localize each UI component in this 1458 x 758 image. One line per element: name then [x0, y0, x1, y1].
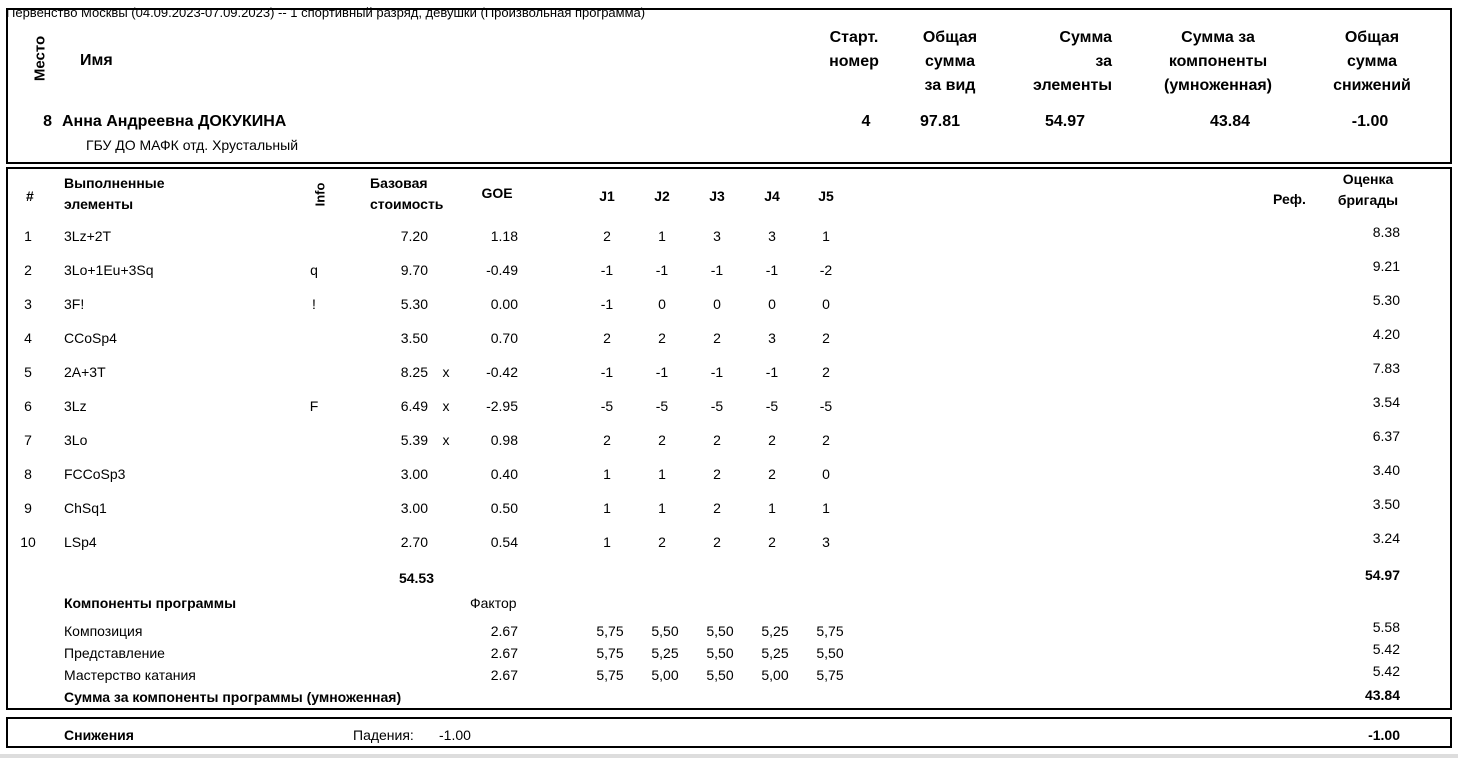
- judge-score: 2: [768, 534, 776, 550]
- judge-score: 0: [822, 296, 830, 312]
- judge-score: 1: [603, 534, 611, 550]
- base-value: 3.00: [400, 500, 428, 516]
- place-header: Место: [31, 35, 49, 82]
- judge-score: 1: [768, 500, 776, 516]
- j1-header: J1: [599, 188, 615, 204]
- total-score: 97.81: [919, 113, 961, 130]
- base-header: Базовая стоимость: [370, 175, 444, 212]
- j3-header: J3: [709, 188, 725, 204]
- row-number: 8: [24, 466, 32, 482]
- row-number: 6: [24, 398, 32, 414]
- judge-score: 1: [822, 500, 830, 516]
- element-code: 3Lz+2T: [64, 228, 112, 244]
- component-judge-score: 5,75: [596, 667, 624, 683]
- judge-score: 2: [603, 432, 611, 448]
- component-judge-score: 5,50: [706, 623, 734, 639]
- falls-value: -1.00: [439, 727, 471, 743]
- element-code: 3Lz: [64, 398, 87, 414]
- judge-score: 1: [603, 466, 611, 482]
- judge-score: 2: [603, 228, 611, 244]
- goe-value: 0.98: [490, 432, 518, 448]
- element-code: 3Lo: [64, 432, 88, 448]
- row-number: 3: [24, 296, 32, 312]
- panel-score: 7.83: [1372, 360, 1400, 376]
- judge-score: -2: [819, 262, 833, 278]
- component-factor: 2.67: [490, 667, 518, 683]
- element-code: 3F!: [64, 296, 85, 312]
- j2-header: J2: [654, 188, 670, 204]
- judge-score: 2: [768, 466, 776, 482]
- component-judge-score: 5,75: [816, 667, 844, 683]
- base-value: 3.00: [400, 466, 428, 482]
- base-value: 7.20: [400, 228, 428, 244]
- judge-score: 2: [713, 432, 721, 448]
- j4-header: J4: [764, 188, 780, 204]
- elements-header: Сумма за элементы: [1033, 29, 1112, 94]
- element-info: !: [312, 296, 316, 312]
- goe-value: 0.40: [490, 466, 518, 482]
- judge-score: -1: [600, 296, 614, 312]
- judge-score: 2: [658, 534, 666, 550]
- judge-score: 2: [713, 466, 721, 482]
- element-info: F: [309, 398, 319, 414]
- base-value: 2.70: [400, 534, 428, 550]
- bonus-mark: x: [442, 432, 450, 448]
- judge-score: 2: [603, 330, 611, 346]
- judge-score: 0: [768, 296, 776, 312]
- components-header: Сумма за компоненты (умноженная): [1164, 29, 1272, 94]
- deductions-label: Снижения: [64, 727, 134, 743]
- component-judge-score: 5,50: [706, 645, 734, 661]
- panel-score: 6.37: [1372, 428, 1400, 444]
- goe-value: -0.49: [486, 262, 518, 278]
- goe-value: 0.70: [490, 330, 518, 346]
- component-score: 5.42: [1372, 641, 1400, 657]
- component-judge-score: 5,25: [651, 645, 679, 661]
- judge-score: -1: [710, 364, 724, 380]
- judge-score: 0: [713, 296, 721, 312]
- goe-value: -0.42: [486, 364, 518, 380]
- element-code: FCCoSp3: [64, 466, 126, 482]
- element-code: CCoSp4: [64, 330, 117, 346]
- row-number: 1: [24, 228, 32, 244]
- name-header: Имя: [80, 52, 113, 69]
- components-title: Компоненты программы: [64, 595, 237, 611]
- component-score: 5.58: [1372, 619, 1400, 635]
- panel-score: 4.20: [1372, 326, 1400, 342]
- component-judge-score: 5,75: [596, 645, 624, 661]
- panel-score: 3.24: [1372, 530, 1400, 546]
- panel-score: 3.54: [1372, 394, 1400, 410]
- base-value: 8.25: [400, 364, 428, 380]
- element-code: 3Lo+1Eu+3Sq: [64, 262, 154, 278]
- panel-score: 9.21: [1372, 258, 1400, 274]
- panel-score: 5.30: [1372, 292, 1400, 308]
- judge-score: 2: [658, 330, 666, 346]
- page-bottom-edge: [0, 754, 1458, 758]
- deductions-total: -1.00: [1368, 727, 1400, 743]
- judge-score: 2: [822, 432, 830, 448]
- goe-value: 0.54: [490, 534, 518, 550]
- goe-value: 0.00: [490, 296, 518, 312]
- judge-score: -5: [655, 398, 669, 414]
- num-header: #: [26, 188, 34, 204]
- base-value: 5.30: [400, 296, 428, 312]
- info-header: Info: [312, 182, 328, 207]
- components-total: 43.84: [1364, 687, 1400, 703]
- judge-score: -1: [765, 262, 779, 278]
- base-value: 5.39: [400, 432, 428, 448]
- element-code: LSp4: [64, 534, 97, 550]
- judge-score: -5: [765, 398, 779, 414]
- judge-score: 1: [822, 228, 830, 244]
- bonus-mark: x: [442, 398, 450, 414]
- deductions-header: Общая сумма снижений: [1333, 29, 1411, 94]
- judge-score: 3: [822, 534, 830, 550]
- element-code: ChSq1: [64, 500, 107, 516]
- judge-score: 2: [658, 432, 666, 448]
- elements-score: 54.97: [1044, 113, 1086, 130]
- judge-score: -1: [655, 262, 669, 278]
- factor-header: Фактор: [470, 595, 517, 611]
- judge-score: 2: [822, 330, 830, 346]
- judge-score: -5: [819, 398, 833, 414]
- bonus-mark: x: [442, 364, 450, 380]
- goe-value: 1.18: [490, 228, 518, 244]
- component-name: Мастерство катания: [64, 667, 196, 683]
- component-name: Композиция: [64, 623, 143, 639]
- component-judge-score: 5,75: [816, 623, 844, 639]
- panel-score: 3.40: [1372, 462, 1400, 478]
- deductions-score: -1.00: [1351, 113, 1389, 130]
- component-judge-score: 5,25: [761, 623, 789, 639]
- component-judge-score: 5,50: [816, 645, 844, 661]
- total-header: Общая сумма за вид: [922, 29, 978, 94]
- event-title: Первенство Москвы (04.09.2023-07.09.2023) -- 1 спортивный разряд, девушки (Произвольная программа): [6, 5, 646, 20]
- judge-score: -1: [600, 364, 614, 380]
- component-score: 5.42: [1372, 663, 1400, 679]
- judge-score: -1: [600, 262, 614, 278]
- judge-score: -1: [655, 364, 669, 380]
- row-number: 10: [20, 534, 36, 550]
- base-value: 3.50: [400, 330, 428, 346]
- judge-score: 3: [768, 330, 776, 346]
- row-number: 2: [24, 262, 32, 278]
- panel-header: Оценка бригады: [1337, 171, 1399, 208]
- goe-header: GOE: [481, 185, 513, 201]
- row-number: 9: [24, 500, 32, 516]
- skater-name: Анна Андреевна ДОКУКИНА: [62, 113, 287, 130]
- judge-score: 1: [658, 500, 666, 516]
- judge-score: -1: [710, 262, 724, 278]
- panel-score: 3.50: [1372, 496, 1400, 512]
- skater-club: ГБУ ДО МАФК отд. Хрустальный: [86, 137, 299, 153]
- row-number: 7: [24, 432, 32, 448]
- judge-score: 1: [658, 228, 666, 244]
- components-total-label: Сумма за компоненты программы (умноженная): [64, 689, 402, 705]
- judge-score: -5: [710, 398, 724, 414]
- judge-score: 2: [713, 534, 721, 550]
- deductions-box: [6, 717, 1452, 748]
- component-judge-score: 5,00: [761, 667, 789, 683]
- base-value: 6.49: [400, 398, 428, 414]
- row-number: 5: [24, 364, 32, 380]
- j5-header: J5: [818, 188, 834, 204]
- component-judge-score: 5,50: [651, 623, 679, 639]
- start-header: Старт. номер: [829, 29, 879, 70]
- element-info: q: [310, 262, 318, 278]
- component-judge-score: 5,50: [706, 667, 734, 683]
- goe-value: -2.95: [486, 398, 518, 414]
- judge-score: 2: [713, 500, 721, 516]
- score-total: 54.97: [1364, 567, 1400, 583]
- components-score: 43.84: [1209, 113, 1251, 130]
- judge-score: -1: [765, 364, 779, 380]
- component-factor: 2.67: [490, 623, 518, 639]
- base-value: 9.70: [400, 262, 428, 278]
- component-judge-score: 5,75: [596, 623, 624, 639]
- start-number: 4: [861, 113, 871, 130]
- judge-score: 0: [658, 296, 666, 312]
- component-judge-score: 5,25: [761, 645, 789, 661]
- judge-score: 1: [603, 500, 611, 516]
- judge-score: 1: [658, 466, 666, 482]
- ref-header: Реф.: [1273, 191, 1306, 207]
- element-header: Выполненные элементы: [64, 175, 165, 212]
- place-value: 8: [43, 113, 52, 130]
- row-number: 4: [24, 330, 32, 346]
- judge-score: -5: [600, 398, 614, 414]
- judge-score: 0: [822, 466, 830, 482]
- panel-score: 8.38: [1372, 224, 1400, 240]
- judge-score: 2: [768, 432, 776, 448]
- falls-label: Падения:: [353, 727, 414, 743]
- component-name: Представление: [64, 645, 165, 661]
- base-total: 54.53: [398, 570, 434, 586]
- judge-score: 2: [822, 364, 830, 380]
- judge-score: 2: [713, 330, 721, 346]
- judge-score: 3: [768, 228, 776, 244]
- component-judge-score: 5,00: [651, 667, 679, 683]
- judge-score: 3: [713, 228, 721, 244]
- element-code: 2A+3T: [64, 364, 106, 380]
- goe-value: 0.50: [490, 500, 518, 516]
- component-factor: 2.67: [490, 645, 518, 661]
